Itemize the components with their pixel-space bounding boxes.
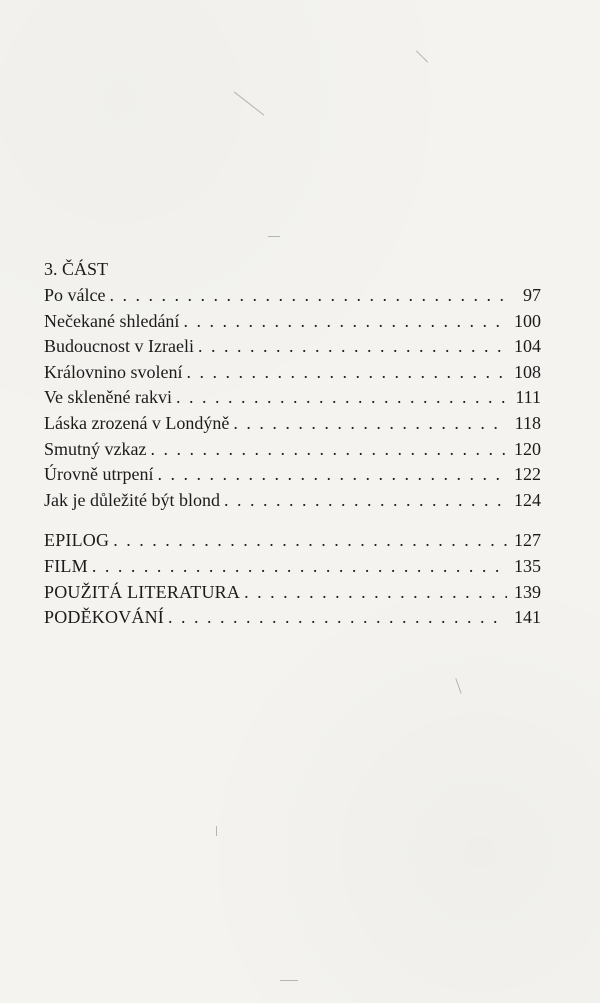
entry-title: Budoucnost v Izraeli	[44, 336, 194, 357]
entry-page-number: 127	[514, 530, 541, 551]
leader-dots	[109, 284, 507, 306]
paper-mark	[216, 826, 217, 836]
toc-entry	[44, 361, 541, 387]
entry-title: POUŽITÁ LITERATURA	[44, 581, 241, 602]
entry-title: Úrovně utrpení	[44, 464, 154, 485]
table-of-contents	[44, 258, 541, 632]
entry-title: EPILOG	[44, 530, 110, 551]
section-gap	[44, 514, 541, 529]
entry-title: Královnino svolení	[44, 361, 183, 382]
paper-mark	[455, 678, 461, 693]
entry-title: Smutný vzkaz	[44, 438, 147, 459]
toc-entry	[44, 438, 541, 464]
entry-page-number: 97	[523, 285, 541, 305]
leader-dots	[168, 606, 507, 628]
toc-entry	[44, 284, 541, 310]
entry-title: Jak je důležité být blond	[44, 489, 220, 510]
entry-page-number: 118	[514, 412, 541, 433]
entry-page-number: 135	[514, 555, 541, 576]
toc-entry	[44, 529, 541, 555]
entry-page-number: 108	[514, 361, 541, 382]
entry-page-number: 139	[514, 581, 541, 602]
entry-title: Nečekané shledání	[44, 310, 180, 331]
toc-entry	[44, 412, 541, 438]
entry-title: Ve skleněné rakvi	[44, 387, 172, 408]
leader-dots	[198, 335, 507, 357]
paper-mark	[280, 980, 298, 981]
entry-title: FILM	[44, 555, 88, 576]
leader-dots	[157, 463, 507, 485]
entry-page-number: 111	[515, 387, 541, 408]
toc-entry	[44, 581, 541, 607]
leader-dots	[150, 438, 507, 460]
leader-dots	[224, 489, 507, 511]
entry-page-number: 120	[514, 438, 541, 459]
section-title: 3. ČÁST	[44, 259, 109, 279]
entry-page-number: 124	[514, 489, 541, 510]
entry-page-number: 141	[514, 607, 541, 628]
entry-page-number: 104	[514, 336, 541, 357]
entry-title: PODĚKOVÁNÍ	[44, 607, 164, 628]
paper-mark	[416, 50, 428, 62]
paper-mark	[268, 236, 280, 237]
entry-title: Láska zrozená v Londýně	[44, 412, 230, 433]
entry-page-number: 100	[514, 310, 541, 331]
toc-entry	[44, 489, 541, 515]
toc-entry	[44, 463, 541, 489]
leader-dots	[176, 386, 507, 408]
leader-dots	[233, 412, 507, 434]
toc-entry	[44, 335, 541, 361]
entry-page-number: 122	[514, 464, 541, 485]
leader-dots	[92, 555, 507, 577]
toc-entry	[44, 310, 541, 336]
leader-dots	[244, 581, 507, 603]
toc-entry	[44, 386, 541, 412]
toc-entry	[44, 555, 541, 581]
leader-dots	[113, 529, 507, 551]
toc-entry	[44, 606, 541, 632]
leader-dots	[186, 361, 507, 383]
entry-title: Po válce	[44, 285, 106, 305]
leader-dots	[183, 310, 507, 332]
paper-mark	[234, 91, 265, 115]
